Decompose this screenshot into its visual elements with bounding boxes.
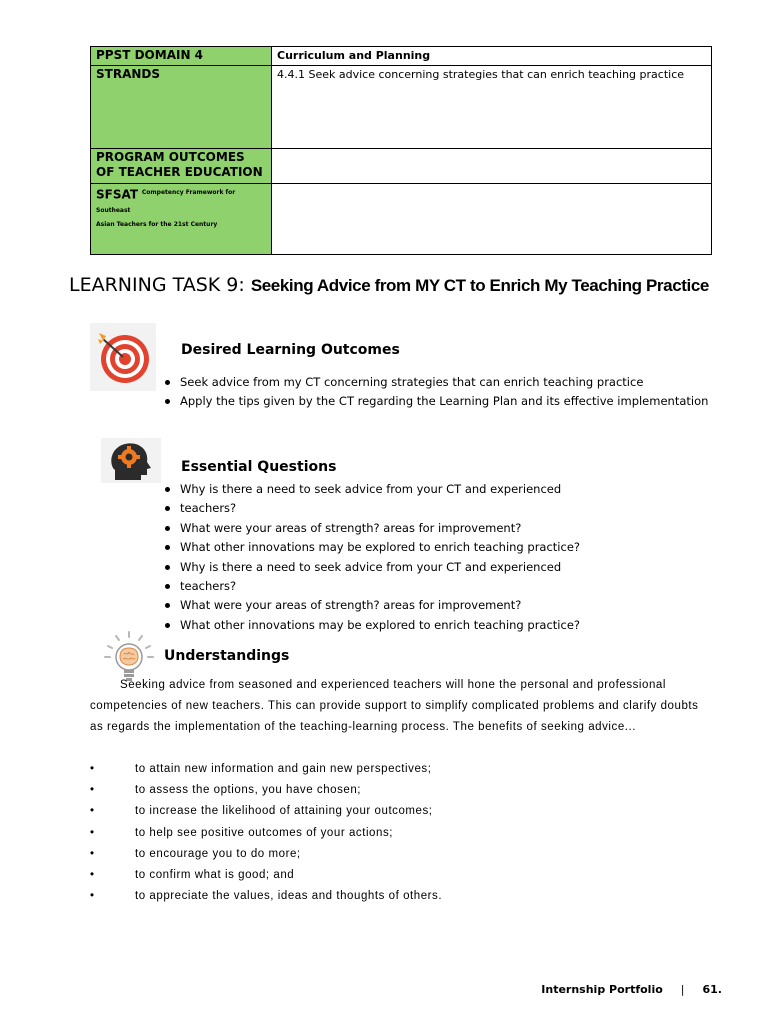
task-heading-title: Seeking Advice from MY CT to Enrich My Teaching Practice [250, 276, 709, 295]
list-item: What were your areas of strength? areas for improvement? [162, 596, 580, 615]
bullet-mark: • [90, 763, 95, 775]
list-item: teachers? [162, 499, 580, 518]
bullet-mark: • [90, 784, 95, 797]
benefit-text: to assess the options, you have chosen; [135, 784, 362, 797]
table-row [91, 149, 712, 184]
page-number: 61. [702, 983, 722, 996]
benefit-text: to encourage you to do more; [135, 847, 301, 860]
learning-task-heading [69, 274, 749, 297]
page-footer [541, 983, 722, 996]
list-item [90, 780, 442, 801]
desired-outcomes-list [162, 373, 708, 412]
sfsat-label: SFSAT [96, 187, 139, 202]
task-heading-prefix: LEARNING TASK 9: [69, 274, 251, 296]
list-item: Apply the tips given by the CT regarding the Learning Plan and its effective implementation [162, 392, 708, 411]
sfsat-superscript: Competency Framework for Southeast [96, 189, 236, 214]
list-item [90, 844, 442, 865]
list-item: Why is there a need to seek advice from your CT and experienced [162, 480, 580, 499]
row-value-ppst-domain: Curriculum and Planning [272, 47, 712, 66]
ppst-table [90, 46, 712, 255]
list-item [90, 865, 442, 886]
target-icon [90, 323, 156, 391]
list-item: What other innovations may be explored to enrich teaching practice? [162, 616, 580, 635]
row-label-strands: STRANDS [91, 66, 272, 149]
list-item: Seek advice from my CT concerning strategies that can enrich teaching practice [162, 373, 708, 392]
essential-questions-list [162, 480, 580, 635]
bullet-mark: • [90, 847, 95, 860]
list-item [90, 801, 442, 822]
list-item [90, 759, 442, 780]
benefit-text: to help see positive outcomes of your actions; [135, 826, 393, 839]
row-label-program-outcomes: PROGRAM OUTCOMES OF TEACHER EDUCATION [91, 149, 272, 184]
row-label-sfsat [91, 184, 272, 255]
list-item [90, 886, 442, 907]
bullet-mark: • [90, 805, 95, 818]
benefits-list [90, 759, 442, 907]
bullet-mark: • [90, 826, 95, 839]
head-gear-icon [101, 438, 161, 483]
understandings-text: Seeking advice from seasoned and experienced teachers will hone the personal and professional competencies of new teachers. This can provide support to simplify complicated problems and clarify doubts as regards the implementation of the teaching-learning process. The benefits of seeking advice... [90, 679, 699, 733]
benefit-text: to increase the likelihood of attaining your outcomes; [135, 805, 433, 818]
row-value-program-outcomes [272, 149, 712, 184]
benefit-text: to attain new information and gain new perspectives; [135, 763, 432, 775]
understandings-paragraph [90, 675, 710, 738]
list-item: What other innovations may be explored to enrich teaching practice? [162, 538, 580, 557]
desired-outcomes-title: Desired Learning Outcomes [181, 342, 400, 358]
list-item: Why is there a need to seek advice from your CT and experienced [162, 558, 580, 577]
essential-questions-title: Essential Questions [181, 459, 337, 475]
list-item [90, 823, 442, 844]
row-label-ppst-domain: PPST DOMAIN 4 [91, 47, 272, 66]
benefit-text: to confirm what is good; and [135, 868, 295, 881]
understandings-title: Understandings [164, 648, 290, 664]
list-item: What were your areas of strength? areas for improvement? [162, 519, 580, 538]
row-value-strands: 4.4.1 Seek advice concerning strategies that can enrich teaching practice [272, 66, 712, 149]
bullet-mark: • [90, 868, 95, 881]
footer-separator: | [680, 983, 685, 996]
sfsat-subtext: Asian Teachers for the 21st Century [96, 221, 218, 229]
benefit-text: to appreciate the values, ideas and thoughts of others. [135, 890, 443, 903]
list-item: teachers? [162, 577, 580, 596]
table-row [91, 184, 712, 255]
row-value-sfsat [272, 184, 712, 255]
table-row [91, 47, 712, 66]
footer-label: Internship Portfolio [541, 983, 663, 996]
bullet-mark: • [90, 890, 95, 903]
table-row [91, 66, 712, 149]
